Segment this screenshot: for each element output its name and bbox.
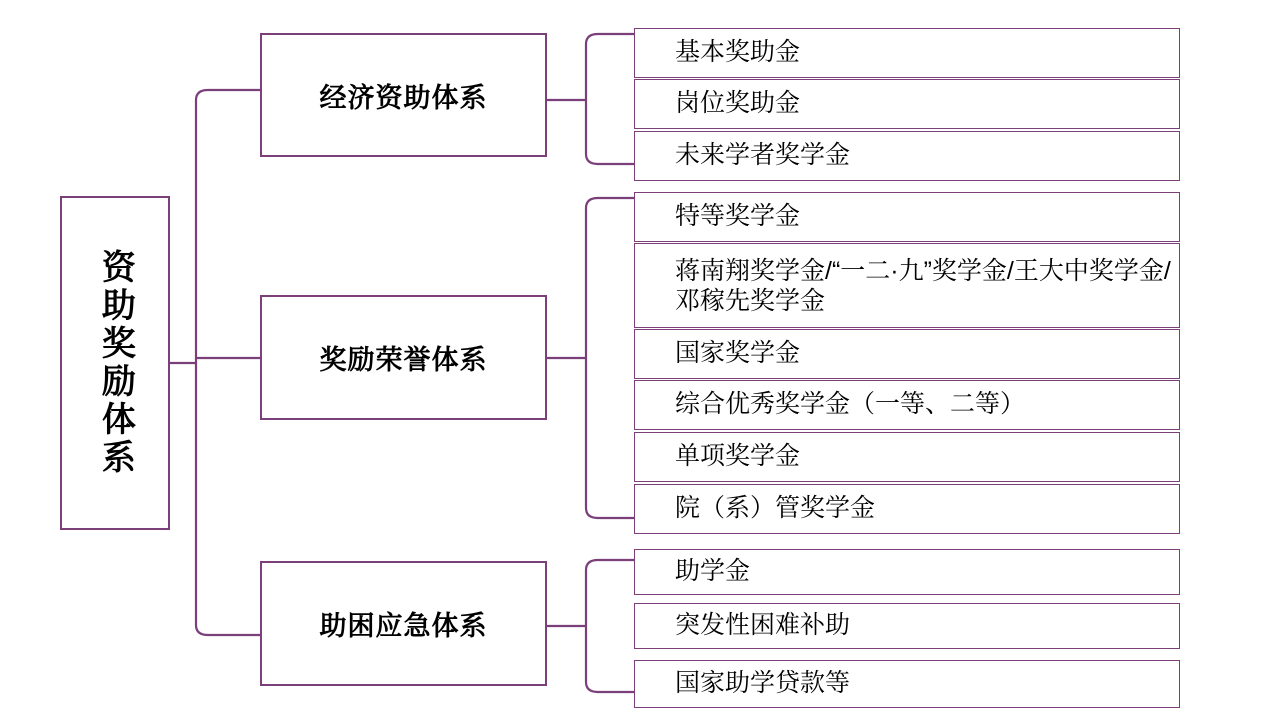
root-bracket bbox=[170, 90, 260, 635]
group-0-bracket bbox=[547, 34, 634, 164]
leaf-label: 突发性困难补助 bbox=[675, 611, 851, 640]
leaf-label: 特等奖学金 bbox=[675, 202, 801, 231]
leaf-box bbox=[634, 484, 1180, 534]
leaf-box bbox=[634, 28, 1180, 78]
root-node bbox=[60, 196, 170, 530]
leaf-label: 综合优秀奖学金（一等、二等） bbox=[675, 390, 1026, 419]
leaf-label: 基本奖助金 bbox=[675, 38, 801, 67]
leaf-box bbox=[634, 380, 1180, 430]
leaf-label: 国家助学贷款等 bbox=[675, 669, 851, 698]
leaf-label: 岗位奖助金 bbox=[675, 89, 801, 118]
leaf-box bbox=[634, 432, 1180, 482]
leaf-box bbox=[634, 131, 1180, 181]
group-1-bracket bbox=[547, 198, 634, 518]
leaf-box bbox=[634, 79, 1180, 129]
category-box-emergency-aid bbox=[260, 561, 547, 686]
leaf-box bbox=[634, 603, 1180, 649]
leaf-label: 蒋南翔奖学金/“一二·九”奖学金/王大中奖学金/邓稼先奖学金 bbox=[675, 257, 1171, 315]
root-node-label: 资助奖励体系 bbox=[96, 249, 135, 477]
category-label: 奖励荣誉体系 bbox=[319, 345, 488, 375]
leaf-box bbox=[634, 329, 1180, 379]
leaf-label: 助学金 bbox=[675, 557, 751, 586]
leaf-box bbox=[634, 549, 1180, 595]
leaf-label: 单项奖学金 bbox=[675, 442, 801, 471]
leaf-box bbox=[634, 660, 1180, 708]
category-label: 助困应急体系 bbox=[319, 611, 488, 641]
leaf-box bbox=[634, 192, 1180, 242]
leaf-label: 国家奖学金 bbox=[675, 339, 801, 368]
leaf-label: 院（系）管奖学金 bbox=[675, 494, 876, 523]
category-box-award-honor bbox=[260, 295, 547, 420]
leaf-box bbox=[634, 243, 1180, 328]
category-label: 经济资助体系 bbox=[319, 82, 488, 113]
leaf-label: 未来学者奖学金 bbox=[675, 141, 851, 170]
group-2-bracket bbox=[547, 560, 634, 692]
category-box-economic-aid bbox=[260, 33, 547, 157]
